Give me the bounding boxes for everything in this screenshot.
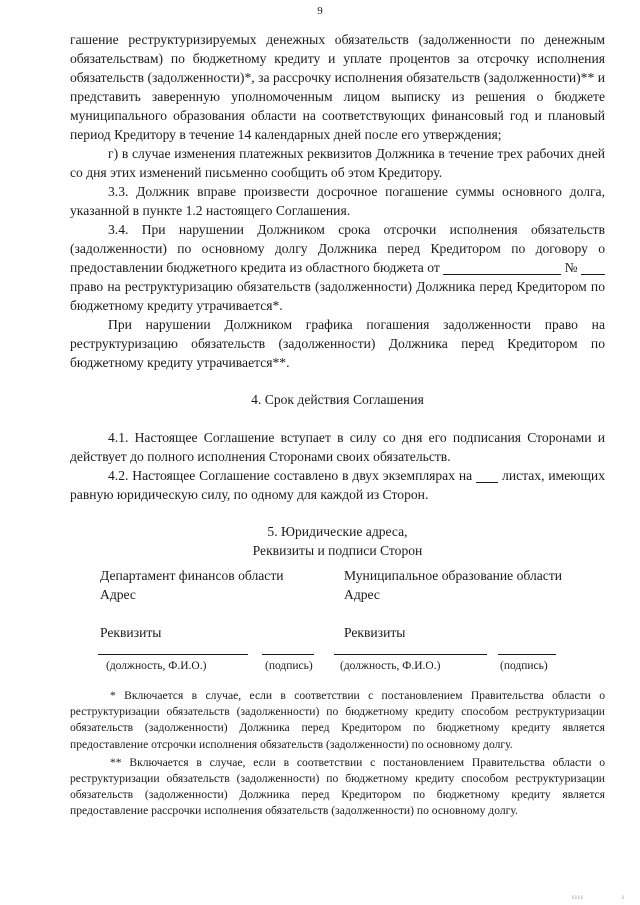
paragraph-schedule-violation: При нарушении Должником графика погашения задолженности право на реструктуризацию обязательств (задолженности) Должника перед Кредитором по бюджетному кредиту утрачивается**. <box>70 317 605 370</box>
paragraph-3-3: 3.3. Должник вправе произвести досрочное погашение суммы основного долга, указанной в пункте 1.2 настоящего Соглашения. <box>70 184 605 218</box>
paragraph-3-4-part-a: 3.4. При нарушении Должником срока отсрочки исполнения обязательств (задолженности) по основному долгу Должника перед Кредитором по договору о предоставлении бюджетного кредита из областного бюджета от <box>70 222 605 275</box>
paragraph-3-4-part-b: право на реструктуризацию обязательств (задолженности) Должника перед Кредитором по бюджетному кредиту утрачивается*. <box>70 279 605 313</box>
debtor-signature-caption: (подпись) <box>500 660 548 672</box>
signature-lines <box>100 654 605 676</box>
debtor-name: Муниципальное образование области <box>344 568 563 583</box>
section-4-heading: 4. Срок действия Соглашения <box>251 392 424 407</box>
footnote-deferral: * Включается в случае, если в соответствии с постановлением Правительства области о реструктуризации обязательств (задолженности) по бюджетному кредиту способом реструктуризации обязательств (задолженности) Должника перед Кредитором по бюджетному кредиту является предоставление отсрочки исполнения обязательств (задолженности) по основному долгу. <box>70 689 605 751</box>
date-blank[interactable] <box>443 260 561 275</box>
page-number: 9 <box>317 5 323 17</box>
paragraph-4-2 <box>70 466 605 504</box>
document-body <box>70 30 605 560</box>
debtor-column <box>344 566 562 642</box>
creditor-position-line[interactable] <box>98 654 248 655</box>
debtor-address-label: Адрес <box>344 587 380 602</box>
creditor-signature-line[interactable] <box>262 654 314 655</box>
section-5-heading-line-2: Реквизиты и подписи Сторон <box>252 543 423 558</box>
debtor-details-label: Реквизиты <box>344 625 406 640</box>
creditor-position-caption: (должность, Ф.И.О.) <box>106 660 207 672</box>
paragraph-4-2-part-b: листах, имеющих равную юридическую силу, по одному для каждой из Сторон. <box>70 468 605 502</box>
paragraph-payment-details: г) в случае изменения платежных реквизитов Должника в течение трех рабочих дней со дня этих изменений письменно сообщить об этом Кредитору. <box>70 146 605 180</box>
paragraph-3-4 <box>70 220 605 315</box>
section-5-heading-line-1: 5. Юридические адреса, <box>267 524 408 539</box>
scan-mark-right: ı <box>622 893 625 901</box>
creditor-signature-caption: (подпись) <box>265 660 313 672</box>
paragraph-4-1: 4.1. Настоящее Соглашение вступает в силу со дня его подписания Сторонами и действует до полного исполнения Сторонами своих обязательств. <box>70 430 605 464</box>
scan-mark-left: ıııı <box>572 893 584 901</box>
debtor-signature-line[interactable] <box>498 654 556 655</box>
creditor-column <box>100 566 284 642</box>
paragraph-4-2-part-a: 4.2. Настоящее Соглашение составлено в двух экземплярах на <box>108 468 473 483</box>
sheet-count-blank[interactable] <box>476 468 498 483</box>
debtor-position-caption: (должность, Ф.И.О.) <box>340 660 441 672</box>
creditor-address-label: Адрес <box>100 587 136 602</box>
creditor-details-label: Реквизиты <box>100 625 162 640</box>
number-sign: № <box>564 260 578 275</box>
creditor-name: Департамент финансов области <box>100 568 284 583</box>
paragraph-budget-duty: гашение реструктуризируемых денежных обязательств (задолженности по денежным обязательствам) по бюджетному кредиту и уплате процентов за отсрочку исполнения обязательств (задолженности)*, за рассрочку исполнения обязательств (задолженности)** и представить заверенную уполномоченным лицом выписку из решения о бюджете муниципального образования области на соответствующих финансовый год и плановый период Кредитору в течение 14 календарных дней после его утверждения; <box>70 32 605 142</box>
footnote-installment: ** Включается в случае, если в соответствии с постановлением Правительства области о реструктуризации обязательств (задолженности) по бюджетному кредиту способом реструктуризации обязательств (задолженности) Должника перед Кредитором по бюджетному кредиту является предоставление рассрочки исполнения обязательств (задолженности) по основному долгу. <box>70 755 605 818</box>
footnotes <box>70 688 605 820</box>
debtor-position-line[interactable] <box>334 654 487 655</box>
contract-number-blank[interactable] <box>581 260 605 275</box>
